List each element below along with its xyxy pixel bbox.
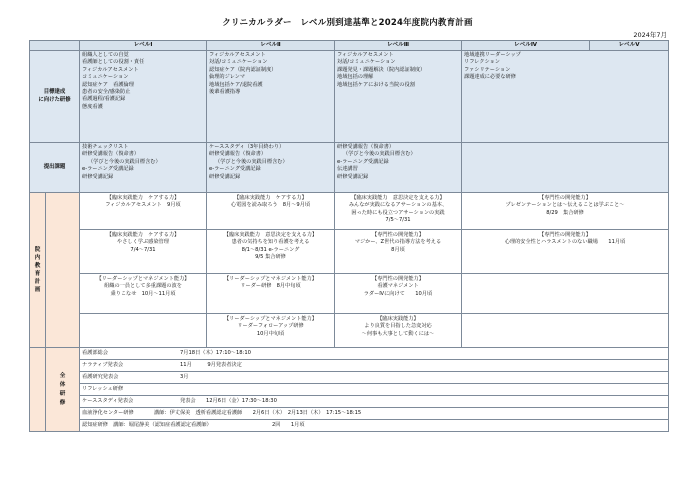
plan-r2-level-1: 【臨床実践能力 ケアする力】 やさしく学ぶ感染管理 7/4～7/31 <box>80 230 207 274</box>
plan-r3-level-1: 【リーダーシップとマネジメント能力】 組織の一員として多重課題の波を 乗りこなせ 10月～11月頃 <box>80 274 207 314</box>
level-3-header: レベルⅢ <box>335 41 462 51</box>
header-blank <box>30 41 80 51</box>
plan-r3-level-4-5 <box>462 274 669 314</box>
submission-level-4-5 <box>462 143 669 193</box>
plan-row-1 <box>30 193 669 230</box>
plan-r2-level-4-5: 【専門性の開発能力】 心理的安全性とハラスメントのない職場 11月頃 <box>462 230 669 274</box>
goals-level-4-5: 地域連携リーダーシップ リフレクション ファシリテーション 課題達成に必要な研修 <box>462 51 669 143</box>
plan-r4-level-1 <box>80 314 207 348</box>
goals-label: 目標達成 に向けた研修 <box>30 51 80 143</box>
event-row <box>30 384 669 396</box>
whole-training-left-strip <box>30 348 46 432</box>
plan-row-3 <box>30 274 669 314</box>
event-narrative: ナラティブ発表会 11月 9月発表者決定 <box>80 360 669 372</box>
event-dementia: 認知症研修 講師：堀尾静美（認知症看護認定看護師） 2回 1月頃 <box>80 420 669 432</box>
submission-label: 提出課題 <box>30 143 80 193</box>
in-hospital-plan-label: 院 内 教 育 計 画 <box>30 193 46 348</box>
plan-r2-level-2: 【臨床実践能力 意思決定を支える力】 患者の気持ちを知り看護を考える 8/1～8/31 e-ラーニング 9/5 集合研修 <box>207 230 335 274</box>
plan-r3-level-3: 【専門性の開発能力】 看護マネジメント ラダーⅣに向けて 10月頃 <box>335 274 462 314</box>
event-row <box>30 396 669 408</box>
goals-row <box>30 51 669 143</box>
goals-level-3: フィジカルアセスメント 対話/コミュニケーション 課題発見・課題解決（院内認証制度） 地域包括の理解 地域包括ケアにおける当院の役割 <box>335 51 462 143</box>
event-research: 看護研究発表会 3月 <box>80 372 669 384</box>
plan-row-2 <box>30 230 669 274</box>
level-1-header: レベルⅠ <box>80 41 207 51</box>
plan-r4-level-3: 【臨床実践能力】 より良質を目指した急変対応 ～何事も大事として動くには～ <box>335 314 462 348</box>
event-refresh: リフレッシュ研修 <box>80 384 669 396</box>
submission-level-3: 研修受講報告（復命書） （学びと今後の実践目標含む） e-ラーニング受講記録 伝達講習 研修受講記録 <box>335 143 462 193</box>
plan-row-4 <box>30 314 669 348</box>
plan-r4-level-2: 【リーダーシップとマネジメント能力】 リーダーフォローアップ研修 10月中旬頃 <box>207 314 335 348</box>
event-row <box>30 408 669 420</box>
plan-r1-level-2: 【臨床実践能力 ケアする力】 心電図を読み取ろう 8月～9月頃 <box>207 193 335 230</box>
plan-r3-level-2: 【リーダーシップとマネジメント能力】 リーダー研修 8月中旬頃 <box>207 274 335 314</box>
plan-r1-level-3: 【臨床実践能力 意思決定を支える力】 みんなが実践になるアサーションの基本、 困った時にも役立つアサーションの実践 7/5～7/31 <box>335 193 462 230</box>
page-title: クリニカルラダー レベル別到達基準と2024年度院内教育計画 <box>222 18 473 28</box>
goals-level-1: 組織人としての自覚 看護師としての役割・責任 フィジカルアセスメント コミュニケーション 認知症ケア 看護倫理 患者の安全/感染防止 看護過程/看護記録 態度看護 <box>80 51 207 143</box>
in-hospital-plan-spacer <box>46 193 80 348</box>
event-row <box>30 348 669 360</box>
event-row <box>30 360 669 372</box>
document-date: 2024年7月 <box>633 31 667 39</box>
submission-level-2: ケーススタディ（3年目終わり） 研修受講報告（復命書） （学びと今後の実践目標含む） e-ラーニング受講記録 研修受講記録 <box>207 143 335 193</box>
education-plan-table <box>29 40 669 432</box>
plan-r4-level-4-5 <box>462 314 669 348</box>
level-4-header: レベルⅣ <box>462 41 590 51</box>
level-2-header: レベルⅡ <box>207 41 335 51</box>
level-header-row <box>30 41 669 51</box>
event-nursing-general-meeting: 看護部総会 7月18日（木）17:10～18:10 <box>80 348 669 360</box>
plan-r1-level-4-5: 【専門性の開発能力】 プレゼンテーションとは～伝えることは学ぶこと～ 8/29 集合研修 <box>462 193 669 230</box>
plan-r2-level-3: 【専門性の開発能力】 マジかー、Z世代の指導方法を考える 8月頃 <box>335 230 462 274</box>
event-row <box>30 372 669 384</box>
submission-level-1: 技術チェックリスト 研修受講報告（復命書） （学びと今後の実践目標含む） e-ラーニング受講記録 研修受講記録 <box>80 143 207 193</box>
whole-training-label: 全 体 研 修 <box>46 348 80 432</box>
level-5-header: レベルⅤ <box>590 41 669 51</box>
submission-row <box>30 143 669 193</box>
goals-level-2: フィジカルアセスメント 対話/コミュニケーション 認知症ケア（院内認証制度） 倫理的ジレンマ 地域包括ケア/退院看護 後輩看護指導 <box>207 51 335 143</box>
event-row <box>30 420 669 432</box>
event-blood-purification: 血液浄化センター研修 講師：伊丈保美 透析看護認定看護師 2月6日（木） 2月13日（木） 17:15～18:15 <box>80 408 669 420</box>
event-case-study: ケーススタディ発表会 発表会 12月6日（金）17:30～18:30 <box>80 396 669 408</box>
plan-r1-level-1: 【臨床実践能力 ケアする力】 フィジカルアセスメント 9月頃 <box>80 193 207 230</box>
